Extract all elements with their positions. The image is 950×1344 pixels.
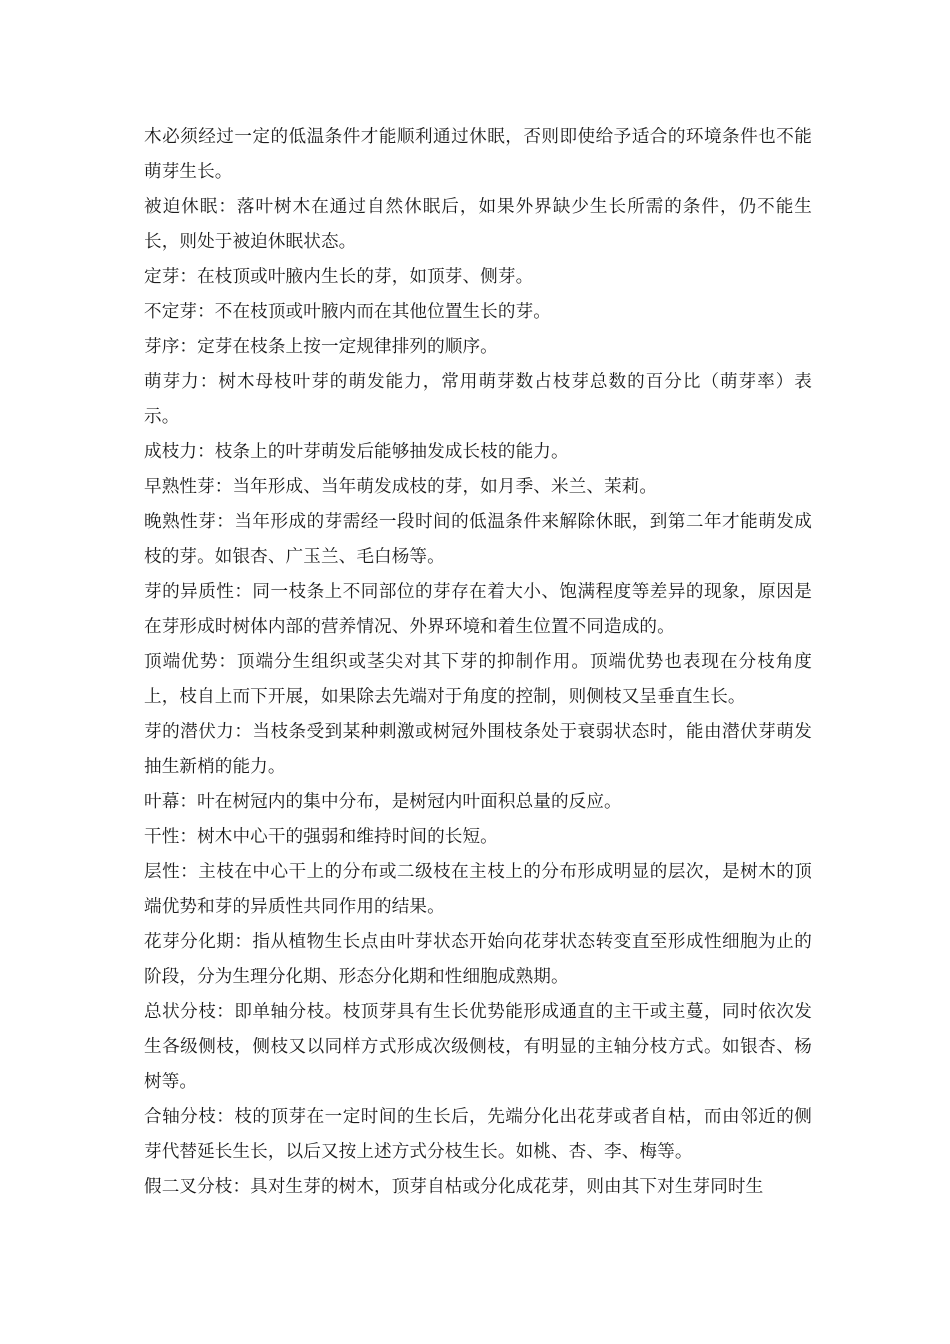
- paragraph-bud-arrangement: 芽序：定芽在枝条上按一定规律排列的顺序。: [144, 337, 498, 357]
- paragraph-sympodial-branching: 合轴分枝：枝的顶芽在一定时间的生长后，先端分化出花芽或者自枯，而由邻近的侧芽代替延长生长，以后又按上述方式分枝生长。如桃、杏、李、梅等。: [144, 1107, 812, 1162]
- paragraph-trunk-nature: 干性：树木中心干的强弱和维持时间的长短。: [144, 827, 498, 847]
- paragraph-late-bud: 晚熟性芽：当年形成的芽需经一段时间的低温条件来解除休眠，到第二年才能萌发成枝的芽。如银杏、广玉兰、毛白杨等。: [144, 512, 812, 567]
- paragraph-definite-bud: 定芽：在枝顶或叶腋内生长的芽，如顶芽、侧芽。: [144, 267, 534, 287]
- paragraph-false-dichotomous: 假二叉分枝：具对生芽的树木，顶芽自枯或分化成花芽，则由其下对生芽同时生: [144, 1177, 764, 1197]
- paragraph-apical-dominance: 顶端优势：顶端分生组织或茎尖对其下芽的抑制作用。顶端优势也表现在分枝角度上，枝自上而下开展，如果除去先端对于角度的控制，则侧枝又呈垂直生长。: [144, 652, 812, 707]
- paragraph-latent-bud-ability: 芽的潜伏力：当枝条受到某种刺激或树冠外围枝条处于衰弱状态时，能由潜伏芽萌发抽生新梢的能力。: [144, 722, 812, 777]
- paragraph-adventitious-bud: 不定芽：不在枝顶或叶腋内而在其他位置生长的芽。: [144, 302, 551, 322]
- paragraph-branching-ability: 成枝力：枝条上的叶芽萌发后能够抽发成长枝的能力。: [144, 442, 569, 462]
- paragraph-monopodial-branching: 总状分枝：即单轴分枝。枝顶芽具有生长优势能形成通直的主干或主蔓，同时依次发生各级侧枝，侧枝又以同样方式形成次级侧枝，有明显的主轴分枝方式。如银杏、杨树等。: [144, 1002, 812, 1092]
- paragraph-bud-heterogeneity: 芽的异质性：同一枝条上不同部位的芽存在着大小、饱满程度等差异的现象，原因是在芽形成时树体内部的营养情况、外界环境和着生位置不同造成的。: [144, 582, 812, 637]
- paragraph-dormancy-continued: 木必须经过一定的低温条件才能顺利通过休眠，否则即使给予适合的环境条件也不能萌芽生长。: [144, 127, 812, 182]
- paragraph-precocious-bud: 早熟性芽：当年形成、当年萌发成枝的芽，如月季、米兰、茉莉。: [144, 477, 658, 497]
- paragraph-forced-dormancy: 被迫休眠：落叶树木在通过自然休眠后，如果外界缺少生长所需的条件，仍不能生长，则处于被迫休眠状态。: [144, 197, 812, 252]
- paragraph-flower-bud-differentiation: 花芽分化期：指从植物生长点由叶芽状态开始向花芽状态转变直至形成性细胞为止的阶段，分为生理分化期、形态分化期和性细胞成熟期。: [144, 932, 812, 987]
- document-page: [144, 120, 812, 1205]
- paragraph-leaf-curtain: 叶幕：叶在树冠内的集中分布，是树冠内叶面积总量的反应。: [144, 792, 622, 812]
- paragraph-layering: 层性：主枝在中心干上的分布或二级枝在主枝上的分布形成明显的层次，是树木的顶端优势和芽的异质性共同作用的结果。: [144, 862, 812, 917]
- paragraph-sprouting-ability: 萌芽力：树木母枝叶芽的萌发能力，常用萌芽数占枝芽总数的百分比（萌芽率）表示。: [144, 372, 812, 427]
